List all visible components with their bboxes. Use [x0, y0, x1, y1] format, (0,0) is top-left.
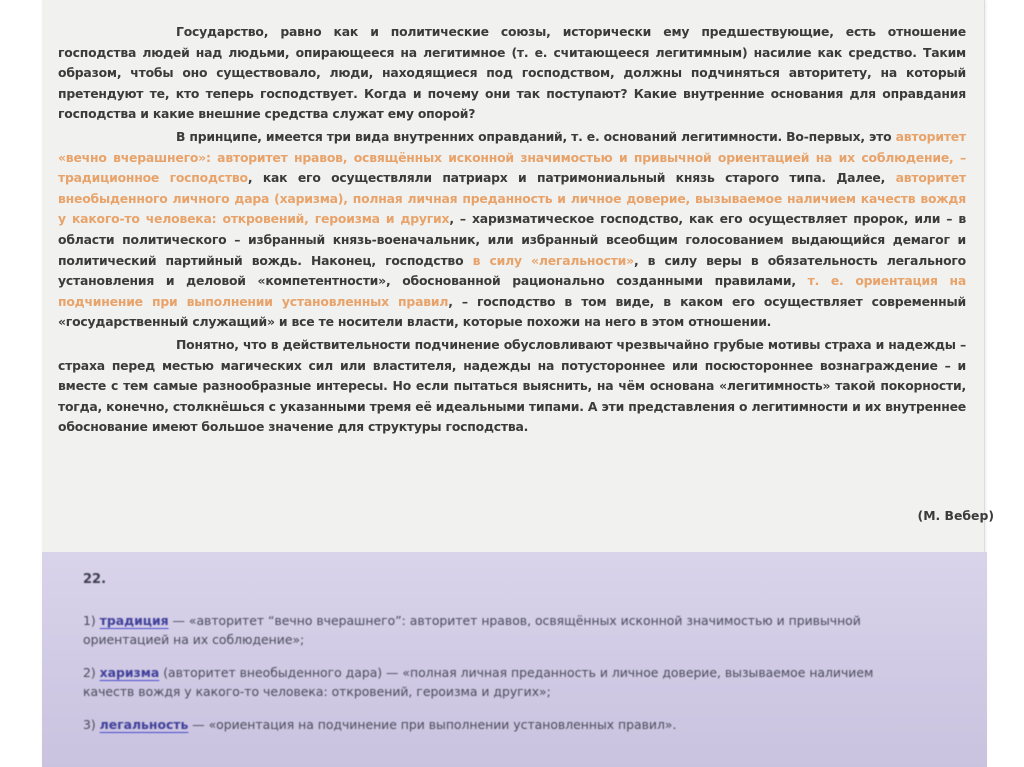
paragraph-3	[58, 335, 966, 438]
text-segment: Понятно, что в действительности подчинение обусловливают чрезвычайно грубые мотивы страха и надежды – страха перед местью магических сил или властителя, надежды на потустороннее или посюстороннее вознаграждение – и вместе с тем самые разнообразные интересы. Но если пытаться выяснить, на чём основана «легитимность» такой покорности, тогда, конечно, столкнёшься с указанными тремя её идеальными типами. А эти представления о легитимности и их внутреннее обоснование имеют большое значение для структуры господства.	[58, 336, 966, 435]
text-segment: , – харизматическое господство, как его осуществляет пророк, или – в области политического – избранный князь-военачальник, или избранный всеобщим голосованием выдающийся демагог и политический партийный вождь. Наконец, господство	[58, 211, 966, 268]
answer-number: 3)	[83, 717, 100, 732]
highlighted-text: т. е. ориентация на подчинение при выполнении установленных правил	[58, 273, 966, 309]
answer-item	[83, 715, 903, 734]
answer-box	[42, 552, 987, 767]
answer-content	[83, 570, 903, 748]
source-text	[58, 22, 966, 438]
answer-list	[83, 611, 903, 734]
text-segment: , – господство в том виде, в каком его осуществляет современный «государственный служащий» и все те носители власти, которые похожи на него в этом отношении.	[58, 293, 966, 330]
text-segment: В принципе, имеется три вида внутренних оправданий, т. е. оснований легитимности. Во-первых, это	[176, 128, 896, 144]
text-segment: Государство, равно как и политические союзы, исторически ему предшествующие, есть отношение господства людей над людьми, опирающееся на легитимное (т. е. считающееся легитимным) насилие как средство. Таким образом, чтобы оно существовало, люди, находящиеся под господством, должны подчиняться авторитету, на который претендуют те, кто теперь господствует. Когда и почему они так поступают? Какие внутренние основания для оправдания господства и какие внешние средства служат ему опорой?	[58, 24, 966, 122]
right-margin	[988, 0, 1024, 767]
text-segment: , в силу веры в обязательность легального установления и деловой «компетентности», обоснованной рационально созданными правилами,	[58, 252, 966, 289]
answer-number: 1)	[83, 613, 100, 628]
answer-text: (авторитет внеобыденного дара) — «полная личная преданность и личное доверие, вызываемое наличием качеств вождя у какого-то человека: откровений, героизма и других»;	[83, 665, 874, 699]
answer-item	[83, 611, 903, 649]
answer-keyword: легальность	[99, 717, 189, 732]
paragraph-1	[58, 22, 966, 125]
answer-number: 2)	[83, 665, 100, 680]
paragraph-2	[58, 127, 966, 333]
answer-text: — «ориентация на подчинение при выполнении установленных правил».	[188, 717, 677, 732]
author-attribution: (М. Вебер)	[917, 508, 994, 523]
highlighted-text: авторитет «вечно вчерашнего»: авторитет нравов, освящённых исконной значимостью и привычной ориентацией на их соблюдение, – традиционное господство	[58, 128, 966, 186]
answer-keyword: традиция	[99, 613, 169, 628]
text-segment: , как его осуществляли патриарх и патримониальный князь старого типа. Далее,	[247, 170, 896, 186]
answer-text: — «авторитет “вечно вчерашнего”: авторитет нравов, освящённых исконной значимостью и привычной ориентацией на их соблюдение»;	[83, 613, 861, 647]
highlighted-text: авторитет внеобыденного личного дара (харизма), полная личная преданность и личное доверие, вызываемое наличием качеств вождя у какого-то человека: откровений, героизма и других	[58, 170, 966, 227]
answer-keyword: харизма	[99, 665, 160, 680]
question-number: 22.	[83, 572, 107, 587]
highlighted-text: в силу «легальности»	[472, 252, 634, 268]
answer-item	[83, 663, 903, 701]
